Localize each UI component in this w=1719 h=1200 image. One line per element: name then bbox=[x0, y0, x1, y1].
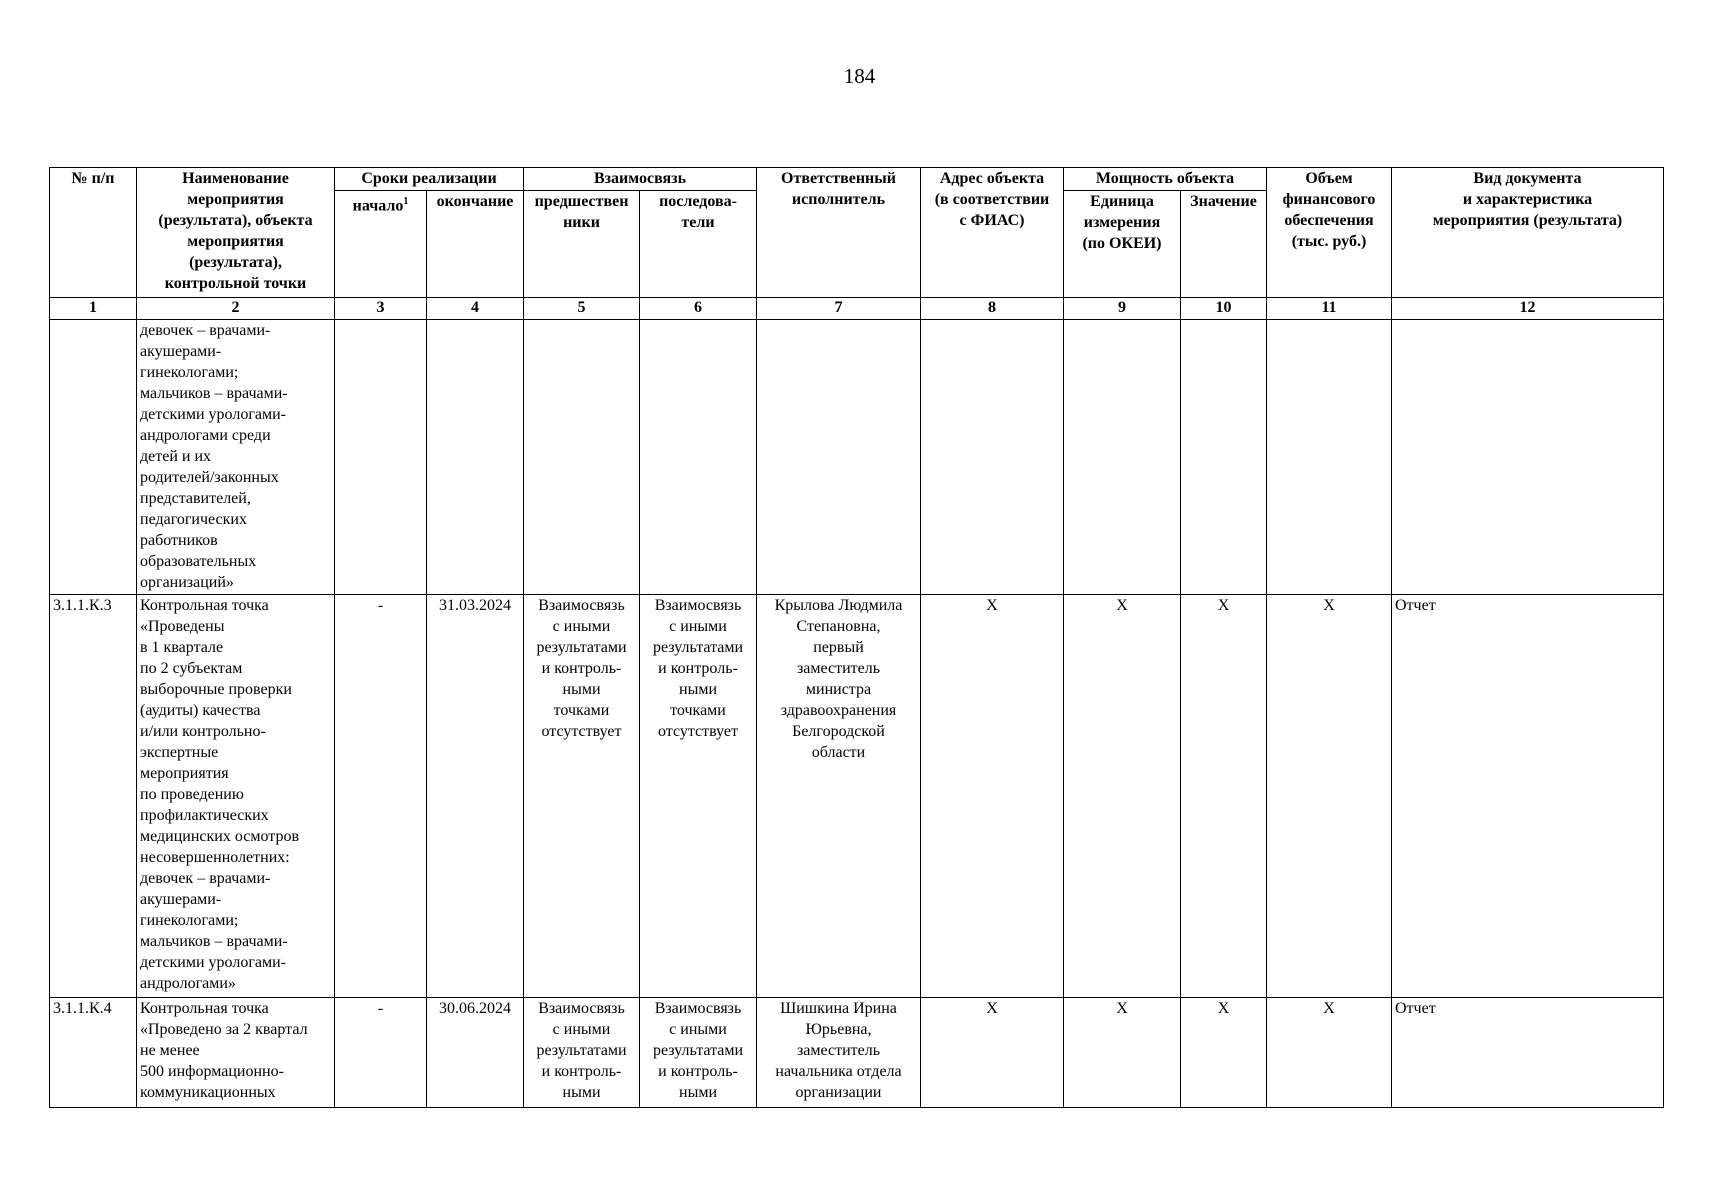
row-predecessors: Взаимосвязь с иными результатами и контроль- ными bbox=[524, 998, 640, 1108]
row-value: Х bbox=[1181, 595, 1267, 998]
row-responsible: Шишкина Ирина Юрьевна, заместитель начальника отдела организации bbox=[757, 998, 921, 1108]
header-start bbox=[335, 191, 427, 298]
row-num: 3.1.1.К.4 bbox=[50, 998, 137, 1108]
row-start: - bbox=[335, 595, 427, 998]
header-finance: Объем финансового обеспечения (тыс. руб.) bbox=[1267, 168, 1392, 298]
row-responsible bbox=[757, 320, 921, 595]
row-unit bbox=[1064, 320, 1181, 595]
row-finance bbox=[1267, 320, 1392, 595]
header-start-label: начало bbox=[352, 197, 404, 215]
row-address bbox=[921, 320, 1064, 595]
row-name: Контрольная точка «Проведены в 1 квартале по 2 субъектам выборочные проверки (аудиты) качества и/или контрольно- экспертные мероприятия по проведению профилактических медицинских осмотров несовершеннолетних: девочек – врачами- акушерами- гинекологами; мальчиков – врачами- детскими урологами- андрологами» bbox=[137, 595, 335, 998]
column-number: 9 bbox=[1064, 298, 1181, 320]
table-row bbox=[50, 998, 1664, 1108]
column-number: 2 bbox=[137, 298, 335, 320]
row-successors: Взаимосвязь с иными результатами и контроль- ными bbox=[640, 998, 757, 1108]
column-number: 11 bbox=[1267, 298, 1392, 320]
row-finance: Х bbox=[1267, 595, 1392, 998]
column-number: 10 bbox=[1181, 298, 1267, 320]
header-address: Адрес объекта (в соответствии с ФИАС) bbox=[921, 168, 1064, 298]
header-end: окончание bbox=[427, 191, 524, 298]
header-link: Взаимосвязь bbox=[524, 168, 757, 191]
header-doc: Вид документа и характеристика мероприятия (результата) bbox=[1392, 168, 1664, 298]
column-number: 7 bbox=[757, 298, 921, 320]
page-number: 184 bbox=[843, 64, 876, 88]
row-name: Контрольная точка «Проведено за 2 квартал не менее 500 информационно- коммуникационных bbox=[137, 998, 335, 1108]
table-row bbox=[50, 320, 1664, 595]
column-number: 5 bbox=[524, 298, 640, 320]
row-num: 3.1.1.К.3 bbox=[50, 595, 137, 998]
row-predecessors: Взаимосвязь с иными результатами и контроль- ными точками отсутствует bbox=[524, 595, 640, 998]
column-number: 3 bbox=[335, 298, 427, 320]
plan-table bbox=[49, 167, 1664, 1108]
header-start-footnote: 1 bbox=[403, 196, 409, 207]
header-name: Наименование мероприятия (результата), объекта мероприятия (результата), контрольной точки bbox=[137, 168, 335, 298]
row-start bbox=[335, 320, 427, 595]
row-value bbox=[1181, 320, 1267, 595]
row-start: - bbox=[335, 998, 427, 1108]
row-doc bbox=[1392, 320, 1664, 595]
column-number: 4 bbox=[427, 298, 524, 320]
row-responsible: Крылова Людмила Степановна, первый заместитель министра здравоохранения Белгородской области bbox=[757, 595, 921, 998]
row-end: 31.03.2024 bbox=[427, 595, 524, 998]
row-finance: Х bbox=[1267, 998, 1392, 1108]
header-row-1 bbox=[50, 168, 1664, 191]
header-value: Значение bbox=[1181, 191, 1267, 298]
header-responsible: Ответственный исполнитель bbox=[757, 168, 921, 298]
column-number: 1 bbox=[50, 298, 137, 320]
header-terms: Сроки реализации bbox=[335, 168, 524, 191]
row-unit: Х bbox=[1064, 595, 1181, 998]
row-num bbox=[50, 320, 137, 595]
column-number: 8 bbox=[921, 298, 1064, 320]
header-unit: Единица измерения (по ОКЕИ) bbox=[1064, 191, 1181, 298]
row-predecessors bbox=[524, 320, 640, 595]
row-doc: Отчет bbox=[1392, 595, 1664, 998]
row-end: 30.06.2024 bbox=[427, 998, 524, 1108]
row-name: девочек – врачами- акушерами- гинекологами; мальчиков – врачами- детскими урологами- андрологами среди детей и их родителей/законных представителей, педагогических работников образовательных организаций» bbox=[137, 320, 335, 595]
header-successors: последова- тели bbox=[640, 191, 757, 298]
row-unit: Х bbox=[1064, 998, 1181, 1108]
row-successors: Взаимосвязь с иными результатами и контроль- ными точками отсутствует bbox=[640, 595, 757, 998]
column-number: 12 bbox=[1392, 298, 1664, 320]
table-row bbox=[50, 595, 1664, 998]
header-predecessors: предшествен ники bbox=[524, 191, 640, 298]
row-doc: Отчет bbox=[1392, 998, 1664, 1108]
row-address: Х bbox=[921, 595, 1064, 998]
column-number: 6 bbox=[640, 298, 757, 320]
row-address: Х bbox=[921, 998, 1064, 1108]
row-value: Х bbox=[1181, 998, 1267, 1108]
column-numbers-row bbox=[50, 298, 1664, 320]
header-num: № п/п bbox=[50, 168, 137, 298]
row-end bbox=[427, 320, 524, 595]
row-successors bbox=[640, 320, 757, 595]
header-capacity: Мощность объекта bbox=[1064, 168, 1267, 191]
